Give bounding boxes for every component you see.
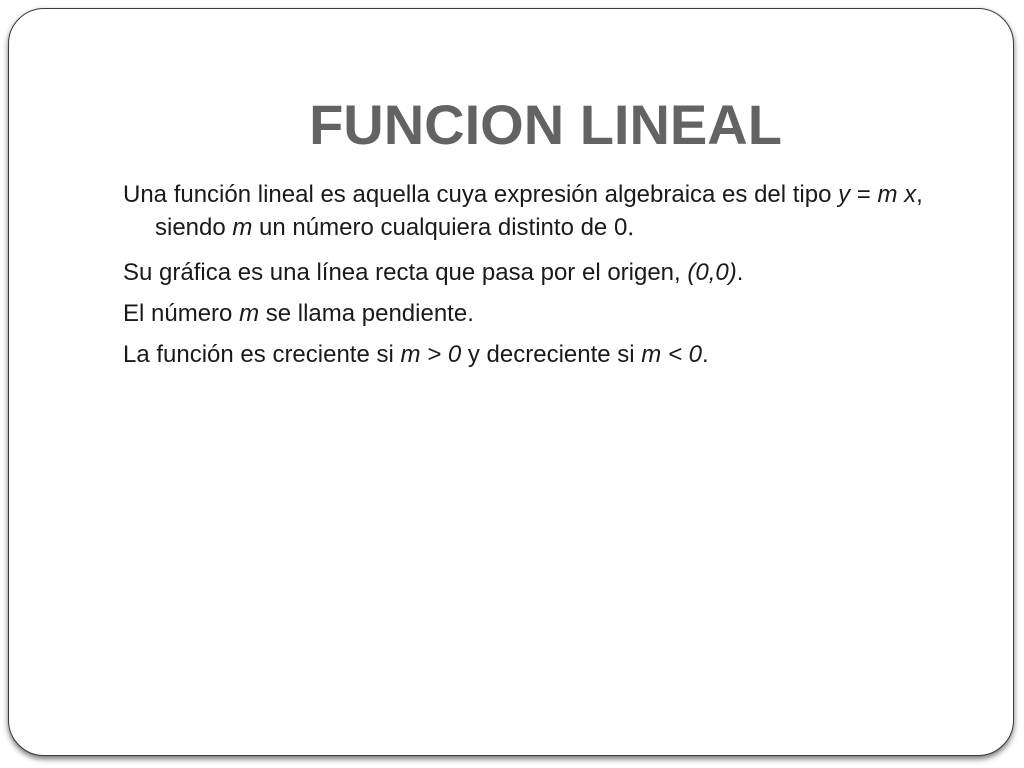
period: .	[736, 259, 744, 286]
paragraph-definition	[123, 178, 923, 245]
math-condition-decreasing: m < 0	[641, 341, 702, 368]
text-run: un número cualquiera distinto de 0	[252, 214, 628, 241]
text-run: Su gráfica es una línea recta que pasa por el origen,	[123, 259, 688, 286]
text-run: se llama pendiente.	[259, 300, 474, 327]
math-mx: m x	[877, 181, 917, 208]
slide-title: FUNCION LINEAL	[309, 93, 782, 156]
period: .	[702, 341, 709, 368]
math-m: m	[239, 300, 260, 327]
text-run: La función es creciente si	[123, 341, 401, 368]
slide-frame	[8, 8, 1014, 756]
text-run: , siendo	[155, 181, 923, 241]
paragraph-graph	[123, 256, 923, 289]
math-condition-increasing: m > 0	[400, 341, 462, 368]
period: .	[627, 216, 635, 241]
math-origin: (0,0)	[687, 259, 737, 286]
math-m: m	[232, 214, 253, 241]
text-run: y decreciente si	[461, 341, 642, 368]
math-y: y	[838, 181, 851, 208]
text-run: Una función lineal es aquella cuya expresión algebraica es del tipo	[123, 181, 839, 208]
paragraph-monotonicity	[123, 338, 923, 371]
slide-body	[123, 178, 923, 371]
math-equals: =	[850, 181, 878, 208]
paragraph-slope	[123, 297, 923, 330]
text-run: El número	[123, 300, 240, 327]
